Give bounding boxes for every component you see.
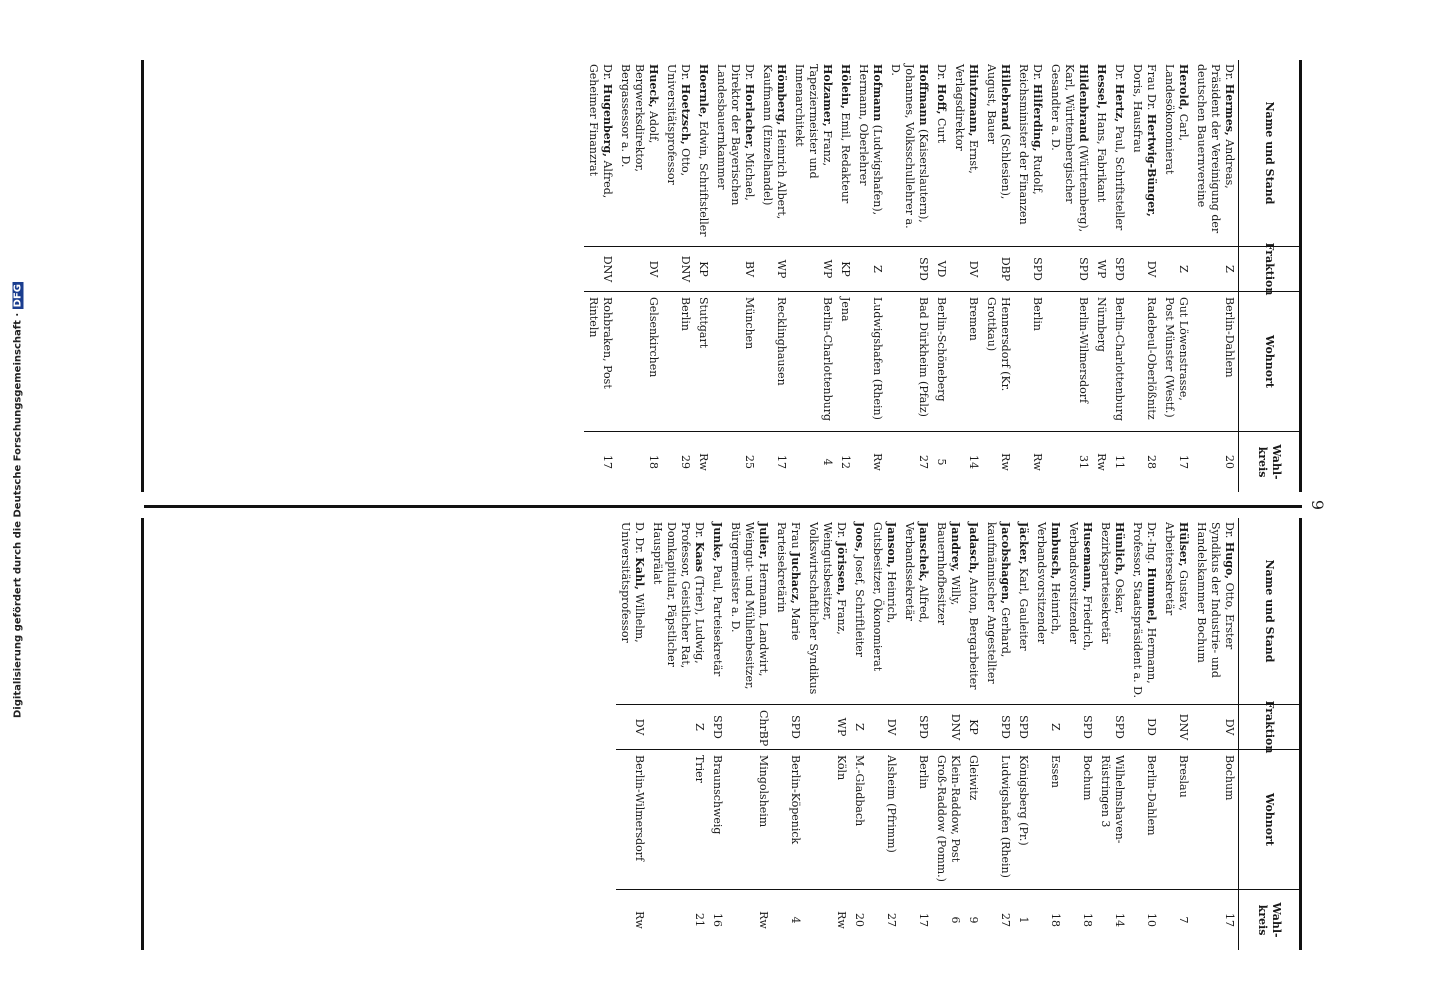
table-cell-fraktion: SPD (1014, 704, 1032, 749)
table-cell-fraktion: WP (1092, 246, 1110, 291)
table-cell-wahlkreis: Rw (854, 431, 886, 492)
table-cell-fraktion: WP (790, 246, 836, 291)
table-cell-fraktion: DNV (1160, 704, 1192, 749)
table-cell-wahlkreis: Rw (982, 431, 1014, 492)
table-cell-wahlkreis: 4 (772, 889, 804, 950)
table-cell-name (854, 60, 886, 246)
table-cell-name (616, 518, 648, 704)
table-cell-wohnort: Berlin-Wilmersdorf (616, 749, 648, 889)
table-cell-wahlkreis: 6 (932, 889, 964, 950)
member-surname: Hilferding, (1031, 83, 1044, 152)
member-surname: Hertwig-Bünger, (1145, 113, 1158, 217)
member-details: Oskar, Bezirksparteisekretär (1099, 522, 1126, 644)
member-details: (Kaiserslautern), Johannes, Volksschullehrer a. D. (889, 64, 930, 229)
table-cell-name (726, 518, 772, 704)
member-surname: Kahl, (633, 557, 646, 590)
table-cell-name (1128, 60, 1160, 246)
member-details: (Württemberg), Karl, Württembergischer Gesandter a. D. (1049, 64, 1090, 233)
table-cell-fraktion: DNV (662, 246, 694, 291)
table-cell-wahlkreis: 11 (1110, 431, 1128, 492)
table-cell-fraktion: Z (850, 704, 868, 749)
table-cell-name (616, 60, 662, 246)
table-cell-name (758, 60, 790, 246)
member-surname: Horlacher, (743, 83, 756, 150)
table-cell-wahlkreis: 18 (616, 431, 662, 492)
member-details: Hans, Fabrikant (1095, 108, 1108, 203)
member-surname: Junke, (711, 522, 724, 562)
table-cell-wahlkreis: 17 (584, 431, 616, 492)
member-details: Edwin, Schriftsteller (697, 117, 710, 237)
table-cell-fraktion: Z (1192, 246, 1238, 291)
table-cell-wahlkreis: 18 (1064, 889, 1096, 950)
table-cell-fraktion: SPD (1046, 246, 1092, 291)
table-cell-name (1128, 518, 1160, 704)
table-cell-wohnort: Bochum (1192, 749, 1238, 889)
member-surname: Jäcker, (1017, 522, 1030, 565)
table-cell-wahlkreis: Rw (804, 889, 850, 950)
name-prefix: Dr. (835, 522, 848, 542)
member-surname: Imbusch, (1049, 522, 1062, 580)
member-surname: Jörissen, (835, 541, 848, 596)
member-surname: Holzamer, (821, 64, 834, 127)
member-details: Wilhelm, Universitätsprofessor (619, 522, 646, 643)
footer-text: Digitalisierung gefördert durch die Deutsche Forschungsgemeinschaft · DFG (12, 284, 24, 718)
member-details: Marie Parteisekretärin (775, 522, 802, 641)
table-cell-wohnort: Berlin-Charlottenburg (790, 291, 836, 431)
member-surname: Hugenberg, (601, 83, 614, 157)
table-cell-wahlkreis: 10 (1128, 889, 1160, 950)
table-cell-wohnort: Alsheim (Pfrimm) (868, 749, 900, 889)
name-prefix: Dr. (743, 64, 756, 84)
table-cell-wahlkreis: 17 (900, 889, 932, 950)
table-cell-name (1192, 60, 1238, 246)
member-surname: Jacobshagen, (999, 522, 1012, 604)
member-details: Karl, Gauleiter (1017, 564, 1030, 651)
member-surname: Hildenbrand (1077, 64, 1090, 142)
member-surname: Hoff, (935, 83, 948, 115)
member-details: (Trier), Ludwig, Professor, Geistlicher Rat, Domkapitular, Päpstlicher Hausprälat (651, 522, 706, 669)
table-cell-name (772, 518, 804, 704)
table-cell-name (950, 60, 982, 246)
member-surname: Hintzmann, (967, 64, 980, 137)
member-surname: Hülser, (1177, 522, 1190, 567)
member-surname: Hillebrand (999, 64, 1012, 131)
table-cell-wohnort: Hennersdorf (Kr. Grottkau) (982, 291, 1014, 431)
table-cell-wohnort: Königsberg (Pr.) (1014, 749, 1032, 889)
table-cell-wahlkreis: 9 (964, 889, 982, 950)
member-details: Hermann, Landwirt, Weingut- und Mühlenbesitzer, Bürgermeister a. D. (729, 522, 770, 690)
table-cell-wohnort: Ludwigshafen (Rhein) (982, 749, 1014, 889)
member-surname: Hoetzsch, (679, 83, 692, 145)
table-cell-fraktion: SPD (708, 704, 726, 749)
member-surname: Jandrey, (949, 522, 962, 572)
table-cell-fraktion: SPD (1096, 704, 1128, 749)
table-cell-name (648, 518, 708, 704)
table-cell-wohnort: Bad Dürkheim (Pfalz) (886, 291, 932, 431)
name-prefix: Dr. (679, 64, 692, 84)
member-surname: Hueck, (647, 64, 660, 108)
table-cell-wahlkreis: 18 (1032, 889, 1064, 950)
member-surname: Hugo, (1223, 541, 1236, 580)
table-cell-name (900, 518, 932, 704)
member-surname: Joos, (853, 522, 866, 552)
table-cell-fraktion: SPD (900, 704, 932, 749)
table-cell-name (886, 60, 932, 246)
table-cell-name (1064, 518, 1096, 704)
table-cell-name (1014, 60, 1046, 246)
name-prefix: Dr.-Ing. (1145, 522, 1158, 568)
name-prefix: Dr. (693, 522, 706, 542)
table-cell-fraktion: SPD (982, 704, 1014, 749)
table-cell-wohnort: Berlin-Charlottenburg (1110, 291, 1128, 431)
table-cell-name (932, 60, 950, 246)
member-surname: Janschek, (917, 522, 930, 582)
table-cell-fraktion: KP (694, 246, 712, 291)
table-left (141, 60, 1302, 492)
table-cell-wohnort: Nürnberg (1092, 291, 1110, 431)
table-cell-name (1110, 60, 1128, 246)
member-details: Adolf, Bergwerksdirektor, Bergassessor a. D. (619, 64, 660, 172)
table-cell-name (1096, 518, 1128, 704)
table-cell-name (868, 518, 900, 704)
table-cell-fraktion: ChrBP (726, 704, 772, 749)
member-details: Gustav, Arbeitersekretär (1163, 522, 1190, 616)
member-details: (Ludwigshafen), Hermann, Oberlehrer (857, 64, 884, 216)
rotated-page (147, 60, 1327, 950)
member-details: Alfred, Verbandssekretär (903, 522, 930, 624)
table-cell-wahlkreis: 17 (1192, 889, 1238, 950)
table-right (141, 518, 1302, 950)
table-cell-wahlkreis: 27 (868, 889, 900, 950)
table-cell-name (694, 60, 712, 246)
table-cell-wahlkreis: 27 (982, 889, 1014, 950)
table-cell-name (708, 518, 726, 704)
table-cell-wahlkreis: Rw (1014, 431, 1046, 492)
table-cell-wohnort: Berlin-Schöneberg (932, 291, 950, 431)
name-prefix: Dr. (935, 64, 948, 84)
member-surname: Julier, (757, 522, 770, 560)
member-details: Michael, Direktor der Bayerischen Landesbauernkammer (715, 64, 756, 206)
table-cell-wahlkreis: Rw (694, 431, 712, 492)
member-surname: Jadasch, (967, 522, 980, 574)
table-cell-wahlkreis: 1 (1014, 889, 1032, 950)
table-cell-wohnort: Braunschweig (708, 749, 726, 889)
table-cell-fraktion: DD (1128, 704, 1160, 749)
table-cell-fraktion: VD (932, 246, 950, 291)
table-cell-wahlkreis: 31 (1046, 431, 1092, 492)
table-cell-name (1160, 518, 1192, 704)
table-cell-wohnort: Jena (836, 291, 854, 431)
member-surname: Herold, (1177, 64, 1190, 111)
table-cell-fraktion: WP (758, 246, 790, 291)
header-wohnort: Wohnort (1238, 749, 1299, 889)
table-cell-fraktion: SPD (886, 246, 932, 291)
name-prefix: Dr. (1223, 64, 1236, 84)
table-cell-name (982, 60, 1014, 246)
table-cell-wohnort: Stuttgart (694, 291, 712, 431)
table-cell-wahlkreis: 14 (950, 431, 982, 492)
table-cell-wahlkreis: 20 (1192, 431, 1238, 492)
page-number: 9 (1308, 499, 1327, 511)
member-details: Friedrich, Verbandsvorsitzender (1067, 522, 1094, 652)
table-cell-wohnort: Berlin-Dahlem (1128, 749, 1160, 889)
table-cell-fraktion: DV (616, 704, 648, 749)
table-cell-wahlkreis: 17 (1160, 431, 1192, 492)
table-cell-wohnort: Rohbraken, Post Rinteln (584, 291, 616, 431)
member-surname: Hermes, (1223, 83, 1236, 136)
table-cell-wohnort: Bremen (950, 291, 982, 431)
member-surname: Hoffmann (917, 64, 930, 126)
member-surname: Hertz, (1113, 83, 1126, 123)
header-fraktion: Fraktion (1238, 246, 1299, 291)
member-details: Josef, Schriftleiter (853, 551, 866, 658)
name-prefix: Frau (789, 522, 802, 553)
table-right-grid (616, 518, 1299, 950)
member-surname: Hünlich, (1113, 522, 1126, 576)
table-cell-wohnort: Radebeul-Oberlößnitz (1128, 291, 1160, 431)
member-details: Curt (935, 114, 948, 144)
table-cell-wohnort: Berlin-Wilmersdorf (1046, 291, 1092, 431)
table-cell-fraktion: SPD (772, 704, 804, 749)
header-name: Name und Stand (1238, 60, 1299, 246)
member-details: Alfred, Geheimer Finanzrat (587, 64, 614, 199)
member-details: Doris, Hausfrau (1131, 64, 1144, 153)
table-cell-wohnort: Essen (1032, 749, 1064, 889)
table-cell-name (1192, 518, 1238, 704)
table-cell-fraktion: DV (1192, 704, 1238, 749)
name-prefix: Dr. (601, 64, 614, 84)
name-prefix: Frau Dr. (1145, 64, 1158, 114)
member-surname: Hömberg, (775, 64, 788, 126)
table-cell-name (662, 60, 694, 246)
member-details: Rudolf, Reichsminister der Finanzen (1017, 64, 1044, 225)
table-cell-name (932, 518, 964, 704)
table-cell-wahlkreis: 29 (662, 431, 694, 492)
table-cell-wahlkreis: 12 (836, 431, 854, 492)
member-details: Willy, Bauernhofbesitzer (935, 522, 962, 626)
member-details: (Schlesien), August, Bauer (985, 64, 1012, 200)
member-details: Gerhard, kaufmännischer Angestellter (985, 522, 1012, 684)
member-details: Emil, Redakteur (839, 108, 852, 204)
table-cell-name (1160, 60, 1192, 246)
member-details: Franz, Weingutsbesitzer, Volkswirtschaftlicher Syndikus (807, 522, 848, 695)
table-cell-wohnort: Gleiwitz (964, 749, 982, 889)
table-cell-fraktion: KP (836, 246, 854, 291)
table-cell-name (804, 518, 850, 704)
name-prefix: Dr. (1223, 522, 1236, 542)
table-cell-fraktion: WP (804, 704, 850, 749)
member-surname: Janson, (885, 522, 898, 568)
table-cell-name (982, 518, 1014, 704)
member-details: Otto, Universitätsprofessor (665, 64, 692, 185)
member-details: Otto, Erster Syndikus der Industrie- und Handelskammer Bochum (1195, 522, 1236, 678)
table-cell-fraktion: DNV (584, 246, 616, 291)
table-cell-wohnort: Trier (648, 749, 708, 889)
table-cell-wahlkreis: 7 (1160, 889, 1192, 950)
table-cell-fraktion: Z (854, 246, 886, 291)
member-surname: Hessel, (1095, 64, 1108, 109)
table-cell-wohnort: Köln (804, 749, 850, 889)
table-cell-fraktion: SPD (1014, 246, 1046, 291)
member-details: Carl, Landesökonomierat (1163, 64, 1190, 175)
member-surname: Husemann, (1081, 522, 1094, 593)
table-cell-fraktion: DBP (982, 246, 1014, 291)
table-cell-wahlkreis: 25 (712, 431, 758, 492)
table-cell-wahlkreis: 28 (1128, 431, 1160, 492)
member-details: Paul, Parteisekretär (711, 561, 724, 677)
table-cell-fraktion: DNV (932, 704, 964, 749)
table-cell-fraktion: DV (616, 246, 662, 291)
table-cell-wahlkreis: 5 (932, 431, 950, 492)
header-name: Name und Stand (1238, 518, 1299, 704)
table-cell-wohnort: Berlin-Dahlem (1192, 291, 1238, 431)
table-cell-wohnort: München (712, 291, 758, 431)
table-cell-fraktion: DV (1128, 246, 1160, 291)
table-cell-name (1092, 60, 1110, 246)
member-surname: Hummel, (1145, 567, 1158, 625)
table-cell-name (584, 60, 616, 246)
table-cell-wahlkreis: Rw (616, 889, 648, 950)
member-details: Heinrich Albert, Kaufmann (Einzelhandel) (761, 64, 788, 220)
table-cell-wohnort: Mingolsheim (726, 749, 772, 889)
member-surname: Hofmann (871, 64, 884, 122)
table-cell-wahlkreis: 4 (790, 431, 836, 492)
table-cell-fraktion: DV (868, 704, 900, 749)
table-cell-fraktion: DV (950, 246, 982, 291)
table-cell-wohnort: Berlin (900, 749, 932, 889)
table-cell-fraktion: Z (1032, 704, 1064, 749)
table-cell-fraktion: BV (712, 246, 758, 291)
member-details: Hermann, Professor, Staatspräsident a. D. (1131, 522, 1158, 699)
table-cell-name (836, 60, 854, 246)
table-cell-name (790, 60, 836, 246)
header-wahlkreis: Wahl-kreis (1238, 431, 1299, 492)
dfg-logo: DFG (12, 284, 24, 308)
member-details: Ernst, Verlagsdirektor (953, 64, 980, 174)
member-details: Heinrich, Gutsbesitzer, Ökonomierat (871, 522, 898, 672)
header-wahlkreis: Wahl-kreis (1238, 889, 1299, 950)
member-details: Paul, Schriftsteller (1113, 122, 1126, 231)
table-cell-wohnort: M.-Gladbach (850, 749, 868, 889)
member-details: Heinrich, Verbandsvorsitzender (1035, 522, 1062, 644)
table-cell-fraktion: KP (964, 704, 982, 749)
table-cell-name (1046, 60, 1092, 246)
table-cell-wohnort: Berlin (662, 291, 694, 431)
table-cell-wahlkreis: 27 (886, 431, 932, 492)
table-cell-fraktion: SPD (1064, 704, 1096, 749)
member-surname: Kaas (693, 541, 706, 572)
table-cell-wahlkreis: 20 (850, 889, 868, 950)
table-left-grid (584, 60, 1299, 492)
member-surname: Juchacz, (789, 552, 802, 604)
footer-credit-text: Digitalisierung gefördert durch die Deutsche Forschungsgemeinschaft (12, 320, 24, 718)
table-cell-name (850, 518, 868, 704)
table-cell-fraktion: SPD (1110, 246, 1128, 291)
table-cell-wohnort: Ludwigshafen (Rhein) (854, 291, 886, 431)
table-cell-wohnort: Breslau (1160, 749, 1192, 889)
table-cell-wohnort: Berlin-Köpenick (772, 749, 804, 889)
table-cell-fraktion: Z (1160, 246, 1192, 291)
table-cell-wahlkreis: Rw (726, 889, 772, 950)
table-cell-wohnort: Recklinghausen (758, 291, 790, 431)
table-cell-wohnort: Wilhelmshaven-Rüstringen 3 (1096, 749, 1128, 889)
table-cell-wohnort: Klein-Raddow, Post Groß-Raddow (Pomm.) (932, 749, 964, 889)
member-details: Anton, Bergarbeiter (967, 573, 980, 690)
member-surname: Hölein, (839, 64, 852, 109)
member-surname: Hoernle, (697, 64, 710, 118)
table-cell-name (712, 60, 758, 246)
table-cell-wohnort: Gut Löwenstrasse, Post Münster (Westf.) (1160, 291, 1192, 431)
name-prefix: D. Dr. (633, 522, 646, 558)
table-cell-wahlkreis: 21 (648, 889, 708, 950)
table-cell-name (964, 518, 982, 704)
member-details: Andreas, Präsident der Vereinigung der deutschen Bauernvereine (1195, 64, 1236, 234)
header-fraktion: Fraktion (1238, 704, 1299, 749)
table-cell-wahlkreis: 16 (708, 889, 726, 950)
header-wohnort: Wohnort (1238, 291, 1299, 431)
table-cell-name (1032, 518, 1064, 704)
table-cell-wahlkreis: 17 (758, 431, 790, 492)
table-cell-wohnort: Berlin (1014, 291, 1046, 431)
name-prefix: Dr. (1031, 64, 1044, 84)
table-cell-wohnort: Gelsenkirchen (616, 291, 662, 431)
table-cell-name (1014, 518, 1032, 704)
table-cell-wohnort: Bochum (1064, 749, 1096, 889)
table-cell-wahlkreis: Rw (1092, 431, 1110, 492)
table-cell-fraktion: Z (648, 704, 708, 749)
member-details: Franz, Tapeziermeister und Innenarchitekt (793, 64, 834, 179)
name-prefix: Dr. (1113, 64, 1126, 84)
table-cell-wahlkreis: 14 (1096, 889, 1128, 950)
center-divider (144, 505, 1302, 508)
